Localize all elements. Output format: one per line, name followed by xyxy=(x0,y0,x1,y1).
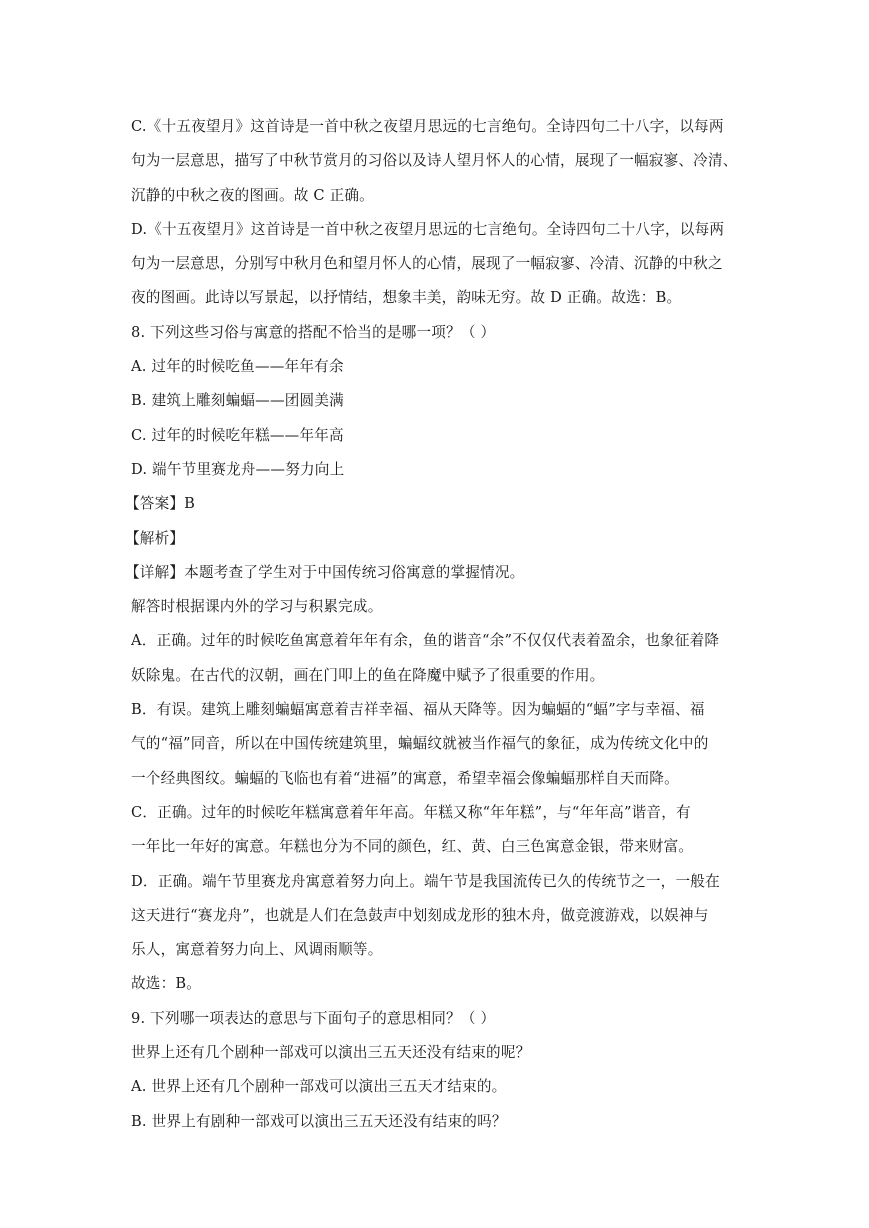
paragraph-line: 气的“福”同音，所以在中国传统建筑里，蝙蝠纹就被当作福气的象征，成为传统文化中的 xyxy=(131,735,709,753)
paragraph-line: D.《十五夜望月》这首诗是一首中秋之夜望月思远的七言绝句。全诗四句二十八字，以每两 xyxy=(131,220,725,238)
paragraph-line: 句为一层意思，分别写中秋月色和望月怀人的心情，展现了一幅寂寥、冷清、沉静的中秋之 xyxy=(131,255,723,273)
analysis-label: 【解析】 xyxy=(125,529,185,547)
paragraph-line: 一个经典图纹。蝙蝠的飞临也有着“进福”的寓意，希望幸福会像蝙蝠那样自天而降。 xyxy=(131,769,679,787)
paragraph-line: A．正确。过年的时候吃鱼寓意着年年有余，鱼的谐音“余”不仅仅代表着盈余，也象征着降 xyxy=(131,632,720,650)
paragraph-line: 一年比一年好的寓意。年糕也分为不同的颜色，红、黄、白三色寓意金银，带来财富。 xyxy=(131,838,694,856)
paragraph-line: 沉静的中秋之夜的图画。故 C 正确。 xyxy=(131,186,374,204)
question-8-stem: 8. 下列这些习俗与寓意的搭配不恰当的是哪一项？（ ） xyxy=(131,323,496,341)
question-8-option-c: C. 过年的时候吃年糕——年年高 xyxy=(131,426,344,444)
paragraph-line: 解答时根据课内外的学习与积累完成。 xyxy=(131,598,383,616)
paragraph-line: 乐人，寓意着努力向上、风调雨顺等。 xyxy=(131,941,383,959)
detail-label: 【详解】本题考查了学生对于中国传统习俗寓意的掌握情况。 xyxy=(125,563,525,581)
question-8-option-d: D. 端午节里赛龙舟——努力向上 xyxy=(131,460,345,478)
paragraph-line: 妖除鬼。在古代的汉朝，画在门叩上的鱼在降魔中赋予了很重要的作用。 xyxy=(131,666,605,684)
paragraph-line: 这天进行“赛龙舟”，也就是人们在急鼓声中划刻成龙形的独木舟，做竞渡游戏，以娱神与 xyxy=(131,906,709,924)
paragraph-line: C.《十五夜望月》这首诗是一首中秋之夜望月思远的七言绝句。全诗四句二十八字，以每两 xyxy=(131,118,724,135)
question-8-option-b: B. 建筑上雕刻蝙蝠——团圆美满 xyxy=(131,392,344,410)
document-body xyxy=(125,110,743,1139)
question-9-sentence: 世界上还有几个剧种一部戏可以演出三五天还没有结束的呢？ xyxy=(131,1044,531,1062)
paragraph-line: 故选：B。 xyxy=(131,975,202,993)
paragraph-line: D．正确。端午节里赛龙舟寓意着努力向上。端午节是我国流传已久的传统节之一，一般在 xyxy=(131,872,720,890)
paragraph-line: 句为一层意思，描写了中秋节赏月的习俗以及诗人望月怀人的心情，展现了一幅寂寥、冷清、 xyxy=(131,152,738,170)
question-9-option-b: B. 世界上有剧种一部戏可以演出三五天还没有结束的吗？ xyxy=(131,1112,507,1130)
paragraph-line: 夜的图画。此诗以写景起，以抒情结，想象丰美，韵味无穷。故 D 正确。故选：B。 xyxy=(131,289,682,307)
question-8-option-a: A. 过年的时候吃鱼——年年有余 xyxy=(131,358,344,376)
question-9-stem: 9. 下列哪一项表达的意思与下面句子的意思相同？（ ） xyxy=(131,1009,496,1027)
paragraph-line: B．有误。建筑上雕刻蝙蝠寓意着吉祥幸福、福从天降等。因为蝙蝠的“蝠”字与幸福、福 xyxy=(131,701,705,719)
question-9-option-a: A. 世界上还有几个剧种一部戏可以演出三五天才结束的。 xyxy=(131,1078,507,1096)
answer-label: 【答案】B xyxy=(125,495,196,513)
paragraph-line: C．正确。过年的时候吃年糕寓意着年年高。年糕又称“年年糕”，与“年年高”谐音，有 xyxy=(131,803,691,821)
